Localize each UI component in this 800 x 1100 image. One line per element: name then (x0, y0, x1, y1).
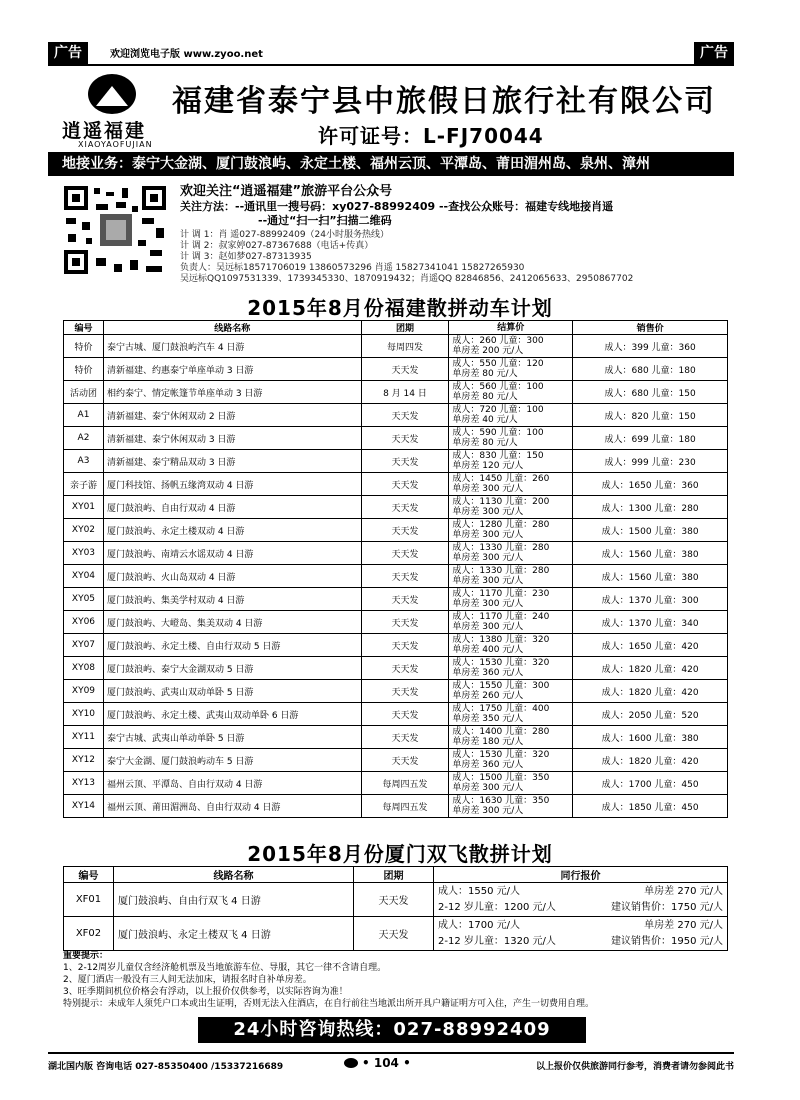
child-price: 2-12 岁儿童：1200 元/人 (438, 901, 556, 913)
tour-schedule: 天天发 (361, 680, 449, 703)
logo-name-cn: 逍遥福建 (62, 120, 147, 142)
sale-price: 成人：1650 儿童：360 (573, 473, 728, 496)
single-room-line: 单房差 300 元/人 (452, 599, 524, 609)
tour-schedule: 天天发 (361, 496, 449, 519)
tour-schedule: 天天发 (361, 588, 449, 611)
tour-route: 厦门鼓浪屿、武夷山双动单卧 5 日游 (103, 680, 361, 703)
tour-route: 厦门鼓浪屿、集美学村双动 4 日游 (103, 588, 361, 611)
tour-route: 清新福建、泰宁休闲双动 2 日游 (103, 404, 361, 427)
tour-schedule: 天天发 (361, 611, 449, 634)
publisher-logo-icon (344, 1058, 358, 1068)
service-bar: 地接业务：泰宁大金湖、厦门鼓浪屿、永定土楼、福州云顶、平潭岛、莆田湄州岛、泉州、漳州 (48, 152, 734, 176)
sale-price: 成人：1560 儿童：380 (573, 565, 728, 588)
company-name: 福建省泰宁县中旅假日旅行社有限公司 (172, 84, 716, 119)
sale-price: 成人：1700 儿童：450 (573, 772, 728, 795)
table-header-row (64, 321, 728, 335)
sale-price: 成人：680 儿童：180 (573, 358, 728, 381)
single-room-line: 单房差 180 元/人 (452, 737, 524, 747)
table-row (64, 634, 728, 657)
sale-price: 成人：999 儿童：230 (573, 450, 728, 473)
tour-code: 特价 (64, 358, 104, 381)
tour-price (434, 883, 728, 917)
settlement-price (449, 519, 573, 542)
single-room-line: 单房差 400 元/人 (452, 645, 524, 655)
qr-code-icon[interactable] (62, 184, 168, 276)
hotline-banner: 24小时咨询热线：027-88992409 (198, 1017, 586, 1043)
page-number-group (344, 1056, 411, 1070)
settlement-price (449, 450, 573, 473)
tour-route: 福州云顶、莆田湄洲岛、自由行双动 4 日游 (103, 795, 361, 818)
license-number: 许可证号：L-FJ70044 (318, 124, 544, 148)
table-row (64, 883, 728, 917)
settlement-price (449, 381, 573, 404)
tour-route: 厦门鼓浪屿、大嶝岛、集美双动 4 日游 (103, 611, 361, 634)
tour-route: 厦门鼓浪屿、自由行双飞 4 日游 (114, 883, 354, 917)
single-room-line: 单房差 200 元/人 (452, 346, 524, 356)
table-row (64, 588, 728, 611)
table-row (64, 473, 728, 496)
table-row (64, 565, 728, 588)
settlement-line: 成人：1630 儿童：350 (452, 796, 550, 806)
settlement-line: 成人：1170 儿童：240 (452, 612, 550, 622)
table-row (64, 749, 728, 772)
tour-code: XF02 (64, 917, 114, 951)
sale-price: 成人：820 儿童：150 (573, 404, 728, 427)
sale-price: 成人：1650 儿童：420 (573, 634, 728, 657)
col-header: 销售价 (573, 321, 728, 335)
tour-code: XY05 (64, 588, 104, 611)
table-header-row (64, 867, 728, 883)
notice-line: 特别提示：未成年人须凭户口本或出生证明，否则无法入住酒店，在自行前往当地派出所开具户籍证明方可入住，产生一切费用自理。 (63, 999, 595, 1009)
ad-tag-left: 广告 (48, 42, 88, 64)
notice-heading: 重要提示： (63, 951, 109, 961)
tour-route: 泰宁大金湖、厦门鼓浪屿动车 5 日游 (103, 749, 361, 772)
settlement-line: 成人：830 儿童：150 (452, 451, 544, 461)
table-row (64, 381, 728, 404)
settlement-price (449, 565, 573, 588)
tour-schedule: 天天发 (361, 519, 449, 542)
settlement-line: 成人：1330 儿童：280 (452, 543, 550, 553)
tour-code: XY04 (64, 565, 104, 588)
sale-price: 成人：1370 儿童：340 (573, 611, 728, 634)
settlement-price (449, 703, 573, 726)
settlement-line: 成人：1280 儿童：280 (452, 520, 550, 530)
sale-price: 成人：1370 儿童：300 (573, 588, 728, 611)
tour-code: A3 (64, 450, 104, 473)
settlement-price (449, 634, 573, 657)
page-number: • 104 • (362, 1056, 411, 1070)
tour-route: 清新福建、泰宁精品双动 3 日游 (103, 450, 361, 473)
tour-route: 厦门鼓浪屿、自由行双动 4 日游 (103, 496, 361, 519)
contact-line: 吴远标QQ1097531339、1739345330、1870919432；肖遥QQ 82846856、2412065633、2950867702 (180, 274, 634, 284)
single-room-line: 单房差 40 元/人 (452, 415, 518, 425)
single-room-line: 单房差 360 元/人 (452, 668, 524, 678)
tour-route: 福州云顶、平潭岛、自由行双动 4 日游 (103, 772, 361, 795)
single-room-line: 单房差 350 元/人 (452, 714, 524, 724)
single-room-line: 单房差 300 元/人 (452, 507, 524, 517)
settlement-price (449, 473, 573, 496)
single-room-line: 单房差 300 元/人 (452, 576, 524, 586)
tour-code: XY13 (64, 772, 104, 795)
suggested-price: 建议销售价：1950 元/人 (611, 935, 723, 947)
settlement-line: 成人：1550 儿童：300 (452, 681, 550, 691)
single-room-supplement: 单房差 270 元/人 (644, 885, 723, 897)
adult-price: 成人：1700 元/人 (438, 919, 520, 931)
tour-schedule: 天天发 (361, 427, 449, 450)
footer-contact: 湖北国内版 咨询电话 027-85350400 /15337216689 (48, 1062, 284, 1072)
settlement-price (449, 358, 573, 381)
tour-code: 特价 (64, 335, 104, 358)
settlement-price (449, 542, 573, 565)
table-row (64, 657, 728, 680)
tour-code: A2 (64, 427, 104, 450)
follow-title: 欢迎关注“逍遥福建”旅游平台公众号 (180, 184, 393, 199)
logo-name-en: XIAOYAOFUJIAN (78, 140, 153, 149)
tour-schedule: 天天发 (354, 883, 434, 917)
single-room-line: 单房差 300 元/人 (452, 553, 524, 563)
sale-price: 成人：680 儿童：150 (573, 381, 728, 404)
ad-tag-right: 广告 (694, 42, 734, 64)
single-room-line: 单房差 300 元/人 (452, 484, 524, 494)
contact-line: 负责人：吴远标18571706019 13860573296 肖遥 15827341041 15827265930 (180, 263, 525, 273)
table-row (64, 519, 728, 542)
settlement-line: 成人：1530 儿童：320 (452, 750, 550, 760)
tour-code: XY09 (64, 680, 104, 703)
sale-price: 成人：1820 儿童：420 (573, 657, 728, 680)
single-room-line: 单房差 80 元/人 (452, 438, 518, 448)
tour-schedule: 天天发 (361, 542, 449, 565)
settlement-price (449, 611, 573, 634)
settlement-price (449, 795, 573, 818)
table2-title: 2015年8月份厦门双飞散拼计划 (247, 842, 553, 866)
settlement-price (449, 772, 573, 795)
col-header: 编号 (64, 867, 114, 883)
tour-code: XY10 (64, 703, 104, 726)
notice-line: 1、2-12周岁儿童仅含经济舱机票及当地旅游车位、导服，其它一律不含请自理。 (63, 963, 387, 973)
tour-schedule: 天天发 (361, 473, 449, 496)
table-row (64, 917, 728, 951)
single-room-line: 单房差 360 元/人 (452, 760, 524, 770)
settlement-price (449, 427, 573, 450)
child-price: 2-12 岁儿童：1320 元/人 (438, 935, 556, 947)
tour-schedule: 每周四五发 (361, 795, 449, 818)
settlement-line: 成人：1170 儿童：230 (452, 589, 550, 599)
table-row (64, 358, 728, 381)
col-header: 线路名称 (114, 867, 354, 883)
settlement-price (449, 749, 573, 772)
tour-schedule: 天天发 (361, 634, 449, 657)
table-row (64, 726, 728, 749)
tour-code: XY11 (64, 726, 104, 749)
single-room-line: 单房差 300 元/人 (452, 530, 524, 540)
sale-price: 成人：699 儿童：180 (573, 427, 728, 450)
notice-section (63, 950, 728, 1010)
sale-price: 成人：1600 儿童：380 (573, 726, 728, 749)
tour-code: XY06 (64, 611, 104, 634)
table-row (64, 427, 728, 450)
tour-schedule: 天天发 (361, 749, 449, 772)
settlement-line: 成人：1500 儿童：350 (452, 773, 550, 783)
table-row (64, 450, 728, 473)
sale-price: 成人：1850 儿童：450 (573, 795, 728, 818)
tour-route: 厦门鼓浪屿、永定土楼、自由行双动 5 日游 (103, 634, 361, 657)
company-logo (58, 74, 168, 154)
sale-price: 成人：1500 儿童：380 (573, 519, 728, 542)
table-row (64, 795, 728, 818)
tour-schedule: 每周四五发 (361, 772, 449, 795)
single-room-line: 单房差 80 元/人 (452, 392, 518, 402)
tour-code: A1 (64, 404, 104, 427)
suggested-price: 建议销售价：1750 元/人 (611, 901, 723, 913)
settlement-line: 成人：260 儿童：300 (452, 336, 544, 346)
settlement-line: 成人：550 儿童：120 (452, 359, 544, 369)
single-room-line: 单房差 260 元/人 (452, 691, 524, 701)
col-header: 线路名称 (103, 321, 361, 335)
col-header: 编号 (64, 321, 104, 335)
tour-schedule: 8 月 14 日 (361, 381, 449, 404)
table-row (64, 772, 728, 795)
tour-route: 厦门鼓浪屿、南靖云水谣双动 4 日游 (103, 542, 361, 565)
follow-line-1: 关注方法：--通讯里一搜号码：xy027-88992409 --查找公众账号：福建专线地接肖遥 (180, 200, 614, 213)
single-room-supplement: 单房差 270 元/人 (644, 919, 723, 931)
single-room-line: 单房差 120 元/人 (452, 461, 524, 471)
tour-price (434, 917, 728, 951)
col-header: 结算价 (449, 321, 573, 335)
tour-route: 厦门鼓浪屿、永定土楼双飞 4 日游 (114, 917, 354, 951)
mountain-logo-icon (88, 74, 136, 114)
tour-route: 泰宁古城、厦门鼓浪屿汽车 4 日游 (103, 335, 361, 358)
settlement-line: 成人：1750 儿童：400 (452, 704, 550, 714)
tour-route: 厦门科技馆、扬帆五缘湾双动 4 日游 (103, 473, 361, 496)
sale-price: 成人：1560 儿童：380 (573, 542, 728, 565)
tour-code: 活动团 (64, 381, 104, 404)
settlement-line: 成人：1130 儿童：200 (452, 497, 550, 507)
tour-schedule: 天天发 (361, 450, 449, 473)
col-header: 同行报价 (434, 867, 728, 883)
flight-tour-table (63, 866, 728, 951)
settlement-line: 成人：1380 儿童：320 (452, 635, 550, 645)
settlement-price (449, 680, 573, 703)
tour-route: 泰宁古城、武夷山单动单卧 5 日游 (103, 726, 361, 749)
tour-schedule: 天天发 (361, 565, 449, 588)
settlement-line: 成人：590 儿童：100 (452, 428, 544, 438)
tour-code: XY07 (64, 634, 104, 657)
table-row (64, 404, 728, 427)
tour-schedule: 天天发 (354, 917, 434, 951)
tour-route: 清新福建、泰宁休闲双动 3 日游 (103, 427, 361, 450)
tour-code: XY03 (64, 542, 104, 565)
col-header: 团期 (361, 321, 449, 335)
adult-price: 成人：1550 元/人 (438, 885, 520, 897)
footer-disclaimer: 以上报价仅供旅游同行参考，消费者请勿参阅此书 (535, 1062, 734, 1072)
sale-price: 成人：399 儿童：360 (573, 335, 728, 358)
tour-code: XF01 (64, 883, 114, 917)
train-tour-table (63, 320, 728, 818)
settlement-price (449, 726, 573, 749)
settlement-price (449, 496, 573, 519)
settlement-line: 成人：1400 儿童：280 (452, 727, 550, 737)
settlement-price (449, 588, 573, 611)
table-row (64, 703, 728, 726)
tour-route: 厦门鼓浪屿、泰宁大金湖双动 5 日游 (103, 657, 361, 680)
settlement-line: 成人：720 儿童：100 (452, 405, 544, 415)
tour-code: XY14 (64, 795, 104, 818)
follow-line-2: --通过“扫一扫”扫描二维码 (258, 214, 392, 227)
tour-schedule: 天天发 (361, 703, 449, 726)
single-room-line: 单房差 300 元/人 (452, 783, 524, 793)
settlement-price (449, 335, 573, 358)
tour-schedule: 天天发 (361, 404, 449, 427)
settlement-price (449, 404, 573, 427)
notice-line: 2、厦门酒店一般没有三人间无法加床，请报名时自补单房差。 (63, 975, 312, 985)
contact-line: 计 调 3：赵如梦027-87313935 (180, 252, 312, 262)
tour-code: XY02 (64, 519, 104, 542)
tour-code: 亲子游 (64, 473, 104, 496)
tour-schedule: 每周四发 (361, 335, 449, 358)
settlement-line: 成人：1530 儿童：320 (452, 658, 550, 668)
contact-line: 计 调 1：肖 遥027-88992409（24小时服务热线） (180, 230, 389, 240)
settlement-line: 成人：560 儿童：100 (452, 382, 544, 392)
single-room-line: 单房差 300 元/人 (452, 806, 524, 816)
tour-schedule: 天天发 (361, 726, 449, 749)
table-row (64, 335, 728, 358)
contact-line: 计 调 2：叔家婷027-87367688（电话+传真） (180, 241, 374, 251)
tour-route: 相约泰宁、情定帐篷节单座单动 3 日游 (103, 381, 361, 404)
footer (48, 1052, 734, 1070)
single-room-line: 单房差 300 元/人 (452, 622, 524, 632)
table1-title: 2015年8月份福建散拼动车计划 (247, 296, 553, 320)
tour-route: 厦门鼓浪屿、永定土楼、武夷山双动单卧 6 日游 (103, 703, 361, 726)
col-header: 团期 (354, 867, 434, 883)
sale-price: 成人：1820 儿童：420 (573, 680, 728, 703)
table-row (64, 496, 728, 519)
notice-line: 3、旺季期间机位价格会有浮动，以上报价仅供参考，以实际咨询为准！ (63, 987, 348, 997)
sale-price: 成人：1300 儿童：280 (573, 496, 728, 519)
table-row (64, 611, 728, 634)
settlement-line: 成人：1330 儿童：280 (452, 566, 550, 576)
table-row (64, 680, 728, 703)
tour-code: XY12 (64, 749, 104, 772)
tour-route: 厦门鼓浪屿、火山岛双动 4 日游 (103, 565, 361, 588)
settlement-price (449, 657, 573, 680)
tour-code: XY08 (64, 657, 104, 680)
tour-route: 清新福建、约惠泰宁单座单动 3 日游 (103, 358, 361, 381)
table-row (64, 542, 728, 565)
sale-price: 成人：1820 儿童：420 (573, 749, 728, 772)
settlement-line: 成人：1450 儿童：260 (452, 474, 550, 484)
tour-schedule: 天天发 (361, 657, 449, 680)
single-room-line: 单房差 80 元/人 (452, 369, 518, 379)
tour-code: XY01 (64, 496, 104, 519)
tour-schedule: 天天发 (361, 358, 449, 381)
top-bar (48, 42, 734, 66)
site-url[interactable]: 欢迎浏览电子版 www.zyoo.net (110, 49, 263, 60)
sale-price: 成人：2050 儿童：520 (573, 703, 728, 726)
tour-route: 厦门鼓浪屿、永定土楼双动 4 日游 (103, 519, 361, 542)
